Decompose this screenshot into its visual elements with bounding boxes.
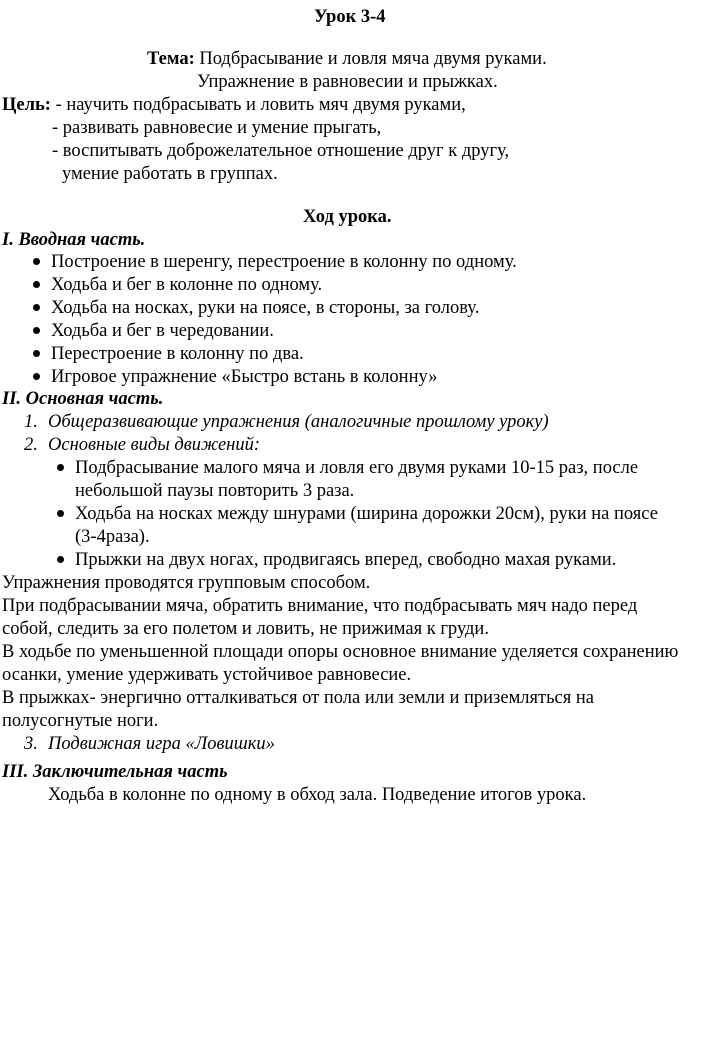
topic-text-2: Упражнение в равновесии и прыжках. (197, 72, 498, 92)
part1-item: Ходьба на носках, руки на поясе, в стороны, за голову. (51, 298, 480, 318)
goal-line (2, 94, 466, 116)
numbered-item: Основные виды движений: (48, 435, 261, 455)
bullet-icon (33, 304, 40, 311)
topic-label: Тема: (147, 49, 195, 69)
part1-item: Ходьба и бег в чередовании. (51, 321, 274, 341)
bullet-icon (33, 258, 40, 265)
movement-item-cont: небольшой паузы повторить 3 раза. (75, 481, 355, 501)
numbered-item: Общеразвивающие упражнения (аналогичные прошлому уроку) (48, 412, 549, 432)
movement-item: Ходьба на носках между шнурами (ширина дорожки 20см), руки на поясе (75, 504, 658, 524)
topic-text-1: Подбрасывание и ловля мяча двумя руками. (194, 49, 547, 69)
goal-label: Цель: (2, 95, 51, 115)
part3-heading: III. Заключительная часть (2, 762, 228, 782)
note-line: При подбрасывании мяча, обратить внимание, что подбрасывать мяч надо перед (2, 596, 638, 616)
movement-item: Подбрасывание малого мяча и ловля его двумя руками 10-15 раз, после (75, 458, 639, 478)
note-line: собой, следить за его полетом и ловить, не прижимая к груди. (2, 619, 489, 639)
bullet-icon (57, 510, 64, 517)
list-number: 3. (24, 734, 38, 754)
note-line: осанки, умение удерживать устойчивое равновесие. (2, 665, 412, 685)
note-line: Упражнения проводятся групповым способом. (2, 573, 371, 593)
goal-text-4: умение работать в группах. (62, 164, 278, 184)
goal-text-3: - воспитывать доброжелательное отношение друг к другу, (52, 141, 510, 161)
bullet-icon (33, 281, 40, 288)
goal-text-2: - развивать равновесие и умение прыгать, (52, 118, 382, 138)
bullet-icon (33, 373, 40, 380)
note-line: полусогнутые ноги. (2, 711, 159, 731)
part1-item: Игровое упражнение «Быстро встань в колонну» (51, 367, 438, 387)
bullet-icon (57, 556, 64, 563)
part1-item: Перестроение в колонну по два. (51, 344, 304, 364)
lesson-title: Урок 3-4 (314, 7, 386, 27)
movement-item-cont: (3-4раза). (75, 527, 150, 547)
list-number: 1. (24, 412, 38, 432)
part3-text: Ходьба в колонне по одному в обход зала. Подведение итогов урока. (48, 785, 587, 805)
bullet-icon (33, 327, 40, 334)
part1-item: Построение в шеренгу, перестроение в колонну по одному. (51, 252, 517, 272)
note-line: В прыжках- энергично отталкиваться от пола или земли и приземляться на (2, 688, 594, 708)
part1-item: Ходьба и бег в колонне по одному. (51, 275, 323, 295)
list-number: 2. (24, 435, 38, 455)
movement-item: Прыжки на двух ногах, продвигаясь вперед, свободно махая руками. (75, 550, 617, 570)
bullet-icon (57, 464, 64, 471)
game-item: Подвижная игра «Ловишки» (48, 734, 275, 754)
part2-heading: II. Основная часть. (2, 389, 164, 409)
bullet-icon (33, 350, 40, 357)
note-line: В ходьбе по уменьшенной площади опоры основное внимание уделяется сохранению (2, 642, 679, 662)
course-title: Ход урока. (303, 207, 392, 227)
goal-text-1: - научить подбрасывать и ловить мяч двумя руками, (50, 95, 466, 115)
topic-line (147, 48, 547, 70)
part1-heading: I. Вводная часть. (2, 230, 146, 250)
